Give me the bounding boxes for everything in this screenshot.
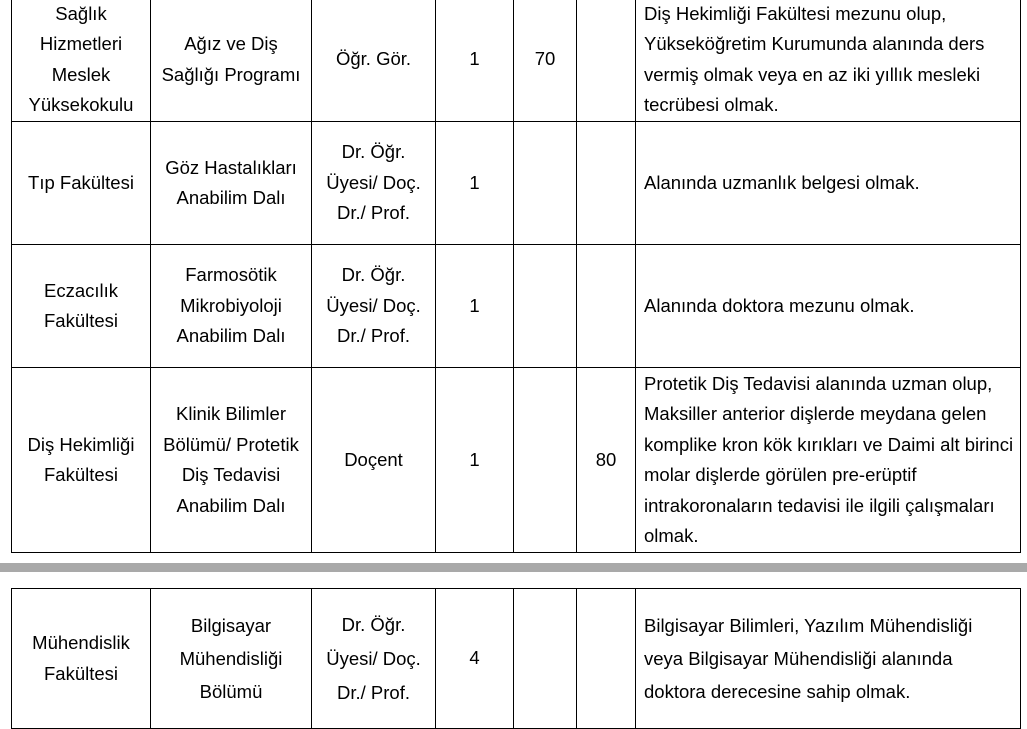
unit-cell: Tıp Fakültesi — [12, 122, 151, 245]
ales-cell — [514, 122, 577, 245]
count-cell: 1 — [436, 122, 514, 245]
yds-cell — [577, 0, 636, 122]
requirement-cell: Diş Hekimliği Fakültesi mezunu olup, Yükseköğretim Kurumunda alanında ders vermiş olmak veya en az iki yıllık mesleki tecrübesi olmak. — [636, 0, 1021, 122]
table-row — [12, 368, 1021, 553]
table-row — [12, 122, 1021, 245]
yds-cell: 80 — [577, 368, 636, 553]
ales-cell: 70 — [514, 0, 577, 122]
count-cell: 1 — [436, 245, 514, 368]
title-cell: Doçent — [312, 368, 436, 553]
unit-cell: Sağlık Hizmetleri Meslek Yüksekokulu — [12, 0, 151, 122]
yds-cell — [577, 245, 636, 368]
department-cell: Ağız ve Diş Sağlığı Programı — [151, 0, 312, 122]
ales-cell — [514, 589, 577, 729]
positions-table-top — [11, 0, 1021, 553]
unit-cell: Mühendislik Fakültesi — [12, 589, 151, 729]
department-cell: Farmosötik Mikrobiyoloji Anabilim Dalı — [151, 245, 312, 368]
section-divider — [0, 563, 1027, 572]
table-row — [12, 589, 1021, 729]
count-cell: 1 — [436, 368, 514, 553]
ales-cell — [514, 368, 577, 553]
count-cell: 1 — [436, 0, 514, 122]
title-cell: Dr. Öğr. Üyesi/ Doç. Dr./ Prof. — [312, 245, 436, 368]
department-cell: Klinik Bilimler Bölümü/ Protetik Diş Tedavisi Anabilim Dalı — [151, 368, 312, 553]
requirement-cell: Alanında uzmanlık belgesi olmak. — [636, 122, 1021, 245]
unit-cell: Eczacılık Fakültesi — [12, 245, 151, 368]
positions-table-bottom — [11, 588, 1021, 729]
title-cell: Dr. Öğr. Üyesi/ Doç. Dr./ Prof. — [312, 122, 436, 245]
yds-cell — [577, 589, 636, 729]
department-cell: Göz Hastalıkları Anabilim Dalı — [151, 122, 312, 245]
count-cell: 4 — [436, 589, 514, 729]
requirement-cell: Protetik Diş Tedavisi alanında uzman olup, Maksiller anterior dişlerde meydana gelen komplike kron kök kırıkları ve Daimi alt birinci molar dişlerde görülen pre-erüptif intrakoronaların tedavisi ile ilgili çalışmaları olmak. — [636, 368, 1021, 553]
yds-cell — [577, 122, 636, 245]
ales-cell — [514, 245, 577, 368]
department-cell: Bilgisayar Mühendisliği Bölümü — [151, 589, 312, 729]
unit-cell: Diş Hekimliği Fakültesi — [12, 368, 151, 553]
requirement-cell: Alanında doktora mezunu olmak. — [636, 245, 1021, 368]
title-cell: Öğr. Gör. — [312, 0, 436, 122]
table-row — [12, 0, 1021, 122]
table-row — [12, 245, 1021, 368]
requirement-cell: Bilgisayar Bilimleri, Yazılım Mühendisliği veya Bilgisayar Mühendisliği alanında doktora derecesine sahip olmak. — [636, 589, 1021, 729]
title-cell: Dr. Öğr. Üyesi/ Doç. Dr./ Prof. — [312, 589, 436, 729]
